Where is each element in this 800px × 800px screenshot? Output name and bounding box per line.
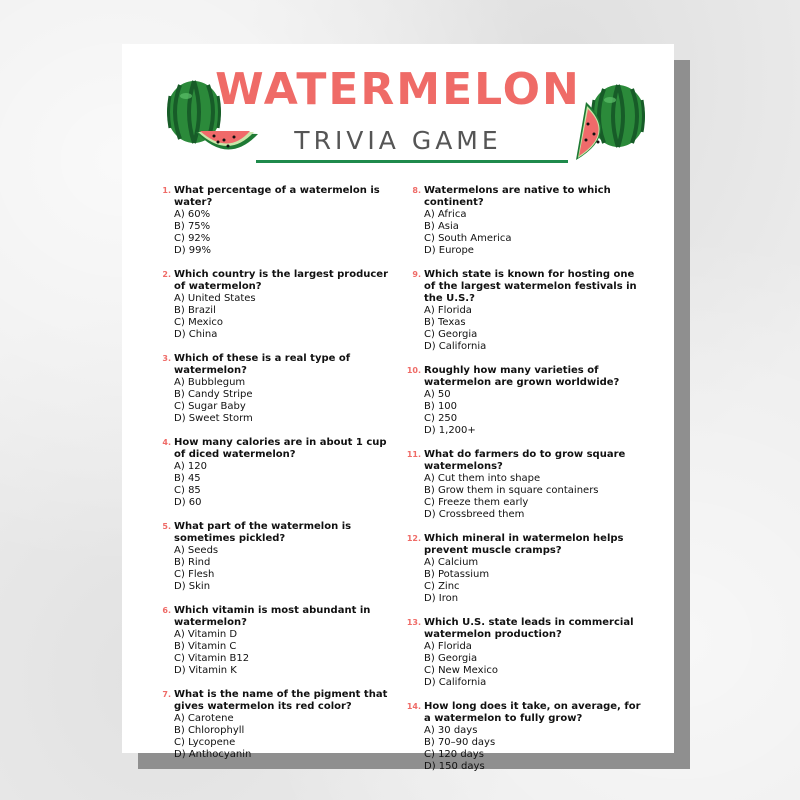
page-subtitle: TRIVIA GAME	[294, 126, 502, 155]
answer-option: A) Carotene	[174, 713, 234, 724]
question-text: Which country is the largest producer of watermelon?	[174, 269, 389, 292]
question-item	[405, 617, 645, 689]
question-item	[155, 521, 395, 593]
questions-column-left	[155, 185, 395, 773]
answer-option: D) Crossbreed them	[424, 509, 525, 520]
answer-option: D) China	[174, 329, 218, 340]
answer-option: D) 99%	[174, 245, 212, 256]
question-number: 6.	[162, 606, 171, 615]
answer-option: B) 45	[174, 473, 201, 484]
title-underline	[256, 160, 568, 163]
question-number: 1.	[162, 186, 171, 195]
question-text: Roughly how many varieties of watermelon are grown worldwide?	[424, 365, 620, 388]
question-number: 14.	[406, 702, 421, 711]
answer-option: C) Flesh	[174, 569, 215, 580]
answer-option: B) 100	[424, 401, 458, 412]
answer-option: A) Vitamin D	[174, 629, 238, 640]
answer-option: A) Seeds	[174, 545, 219, 556]
answer-option: B) Brazil	[174, 305, 216, 316]
question-text: How many calories are in about 1 cup of diced watermelon?	[174, 437, 387, 460]
question-text: What is the name of the pigment that gives watermelon its red color?	[174, 689, 388, 712]
question-number: 9.	[412, 270, 421, 279]
answer-option: B) Rind	[174, 557, 211, 568]
question-number: 4.	[162, 438, 171, 447]
question-text: Which mineral in watermelon helps prevent muscle cramps?	[424, 533, 624, 556]
answer-option: D) 1,200+	[424, 425, 476, 436]
answer-option: B) Georgia	[424, 653, 478, 664]
answer-option: B) Asia	[424, 221, 459, 232]
question-text: What part of the watermelon is sometimes pickled?	[174, 521, 352, 544]
answer-option: C) South America	[424, 233, 512, 244]
question-text: Which of these is a real type of watermelon?	[174, 353, 351, 376]
answer-option: D) Anthocyanin	[174, 749, 252, 760]
page-title: WATERMELON	[215, 64, 581, 115]
question-text: What percentage of a watermelon is water?	[174, 185, 380, 208]
answer-option: D) Sweet Storm	[174, 413, 253, 424]
question-item	[405, 185, 645, 257]
answer-option: B) Potassium	[424, 569, 490, 580]
answer-option: C) New Mexico	[424, 665, 498, 676]
answer-option: C) Sugar Baby	[174, 401, 246, 412]
question-text: What do farmers do to grow square watermelons?	[424, 449, 626, 472]
answer-option: B) Vitamin C	[174, 641, 237, 652]
answer-option: A) Cut them into shape	[424, 473, 541, 484]
answer-option: A) Africa	[424, 209, 467, 220]
question-item	[405, 449, 645, 521]
answer-option: B) Texas	[424, 317, 466, 328]
question-number: 3.	[162, 354, 171, 363]
question-number: 2.	[162, 270, 171, 279]
question-number: 10.	[406, 366, 421, 375]
question-item	[155, 269, 395, 341]
question-number: 7.	[162, 690, 171, 699]
question-number: 11.	[406, 450, 421, 459]
answer-option: A) Florida	[424, 641, 472, 652]
answer-option: D) Europe	[424, 245, 474, 256]
question-item	[405, 365, 645, 437]
answer-option: D) Skin	[174, 581, 211, 592]
question-item	[155, 437, 395, 509]
answer-option: D) California	[424, 677, 487, 688]
answer-option: A) 120	[174, 461, 208, 472]
question-text: Which U.S. state leads in commercial watermelon production?	[424, 617, 634, 640]
trivia-sheet	[122, 44, 674, 772]
answer-option: A) United States	[174, 293, 256, 304]
answer-option: C) Zinc	[424, 581, 460, 592]
answer-option: B) 70–90 days	[424, 737, 496, 748]
question-item	[155, 689, 395, 761]
answer-option: C) Vitamin B12	[174, 653, 250, 664]
question-item	[155, 353, 395, 425]
answer-option: A) 30 days	[424, 725, 478, 736]
question-number: 13.	[406, 618, 421, 627]
answer-option: B) 75%	[174, 221, 211, 232]
question-item	[405, 269, 645, 353]
answer-option: D) Iron	[424, 593, 459, 604]
answer-option: A) Bubblegum	[174, 377, 246, 388]
answer-option: C) Freeze them early	[424, 497, 529, 508]
answer-option: C) 120 days	[424, 749, 484, 760]
answer-option: B) Grow them in square containers	[424, 485, 599, 496]
question-text: Which vitamin is most abundant in watermelon?	[174, 605, 371, 628]
question-text: Watermelons are native to which continent?	[424, 185, 611, 208]
question-number: 12.	[406, 534, 421, 543]
answer-option: B) Candy Stripe	[174, 389, 253, 400]
question-text: How long does it take, on average, for a watermelon to fully grow?	[424, 701, 641, 724]
answer-option: A) 60%	[174, 209, 211, 220]
answer-option: B) Chlorophyll	[174, 725, 245, 736]
answer-option: A) 50	[424, 389, 451, 400]
questions-column-right	[405, 185, 645, 785]
answer-option: D) Vitamin K	[174, 665, 237, 676]
answer-option: C) 250	[424, 413, 458, 424]
answer-option: C) Lycopene	[174, 737, 236, 748]
answer-option: D) 60	[174, 497, 202, 508]
answer-option: C) 85	[174, 485, 201, 496]
answer-option: C) Georgia	[424, 329, 478, 340]
answer-option: C) Mexico	[174, 317, 223, 328]
question-number: 8.	[412, 186, 421, 195]
answer-option: C) 92%	[174, 233, 211, 244]
question-item	[405, 533, 645, 605]
question-item	[155, 605, 395, 677]
answer-option: A) Florida	[424, 305, 472, 316]
answer-option: D) 150 days	[424, 761, 485, 772]
question-item	[405, 701, 645, 773]
answer-option: D) California	[424, 341, 487, 352]
question-item	[155, 185, 395, 257]
answer-option: A) Calcium	[424, 557, 479, 568]
question-text: Which state is known for hosting one of the largest watermelon festivals in the U.S.?	[424, 269, 637, 304]
question-number: 5.	[162, 522, 171, 531]
